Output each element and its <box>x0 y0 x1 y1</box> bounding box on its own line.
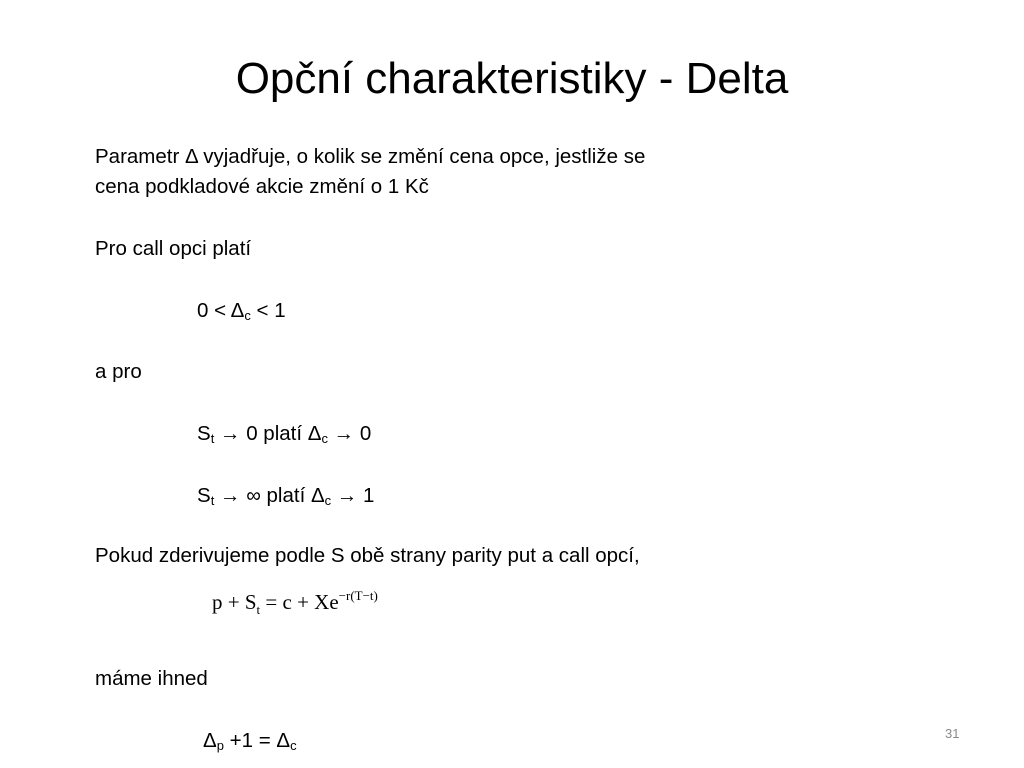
result-delta: Δ <box>203 729 217 752</box>
limit2-s-subscript: t <box>210 493 215 508</box>
delta-relation <box>203 726 297 756</box>
limit1-s-subscript: t <box>210 431 215 446</box>
limit1-arrow: → 0 platí Δ <box>214 422 322 445</box>
formula-left: p + S <box>212 590 257 614</box>
put-call-parity-formula <box>212 590 378 615</box>
result-intro: máme ihned <box>95 667 208 690</box>
limit-zero <box>197 419 371 449</box>
limit2-delta-subscript: c <box>324 493 332 508</box>
call-intro: Pro call opci platí <box>95 237 252 260</box>
definition-line-2: cena podkladové akcie změní o 1 Kč <box>95 175 429 198</box>
limit1-delta-subscript: c <box>321 431 328 446</box>
formula-exponent: −r(T−t) <box>338 588 378 603</box>
limit2-result: → 1 <box>331 484 375 507</box>
definition-line-1: Parametr Δ vyjadřuje, o kolik se změní cena opce, jestliže se <box>95 145 646 168</box>
limit2-arrow: → ∞ platí Δ <box>214 484 325 507</box>
slide-title: Opční charakteristiky - Delta <box>235 54 789 103</box>
parity-text: Pokud zderivujeme podle S obě strany parity put a call opcí, <box>95 544 640 567</box>
limit-infinity <box>197 481 374 511</box>
formula-middle: = c + Xe <box>260 590 339 614</box>
a-pro-text: a pro <box>95 360 142 383</box>
limit1-result: → 0 <box>327 422 372 445</box>
limit1-s: S <box>197 422 211 445</box>
page-number: 31 <box>945 726 960 741</box>
inequality-right: < 1 <box>250 299 286 322</box>
result-middle: +1 = Δ <box>223 729 291 752</box>
inequality-subscript: c <box>244 308 251 323</box>
delta-inequality <box>197 296 286 326</box>
result-delta-p-subscript: p <box>216 738 224 753</box>
inequality-left: 0 < Δ <box>197 299 245 322</box>
limit2-s: S <box>197 484 211 507</box>
formula-left-subscript: t <box>256 602 261 617</box>
result-delta-c-subscript: c <box>290 738 297 753</box>
